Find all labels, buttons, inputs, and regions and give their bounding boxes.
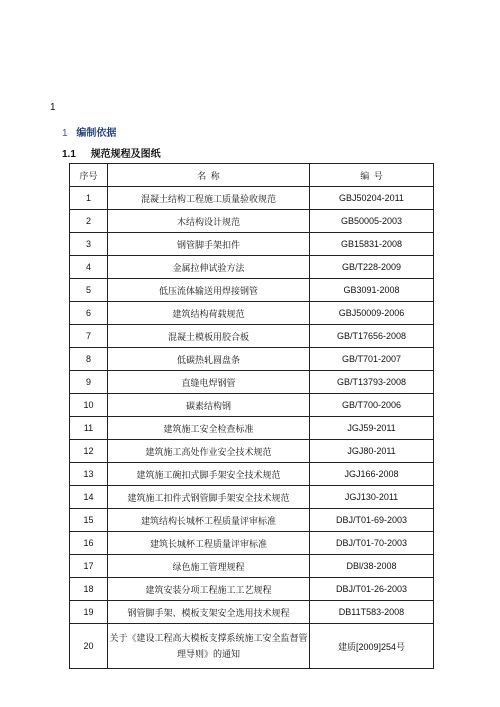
row-name: 低碳热轧圆盘条 xyxy=(108,348,310,371)
row-name: 木结构设计规范 xyxy=(108,210,310,233)
row-name: 建筑结构荷载规范 xyxy=(108,302,310,325)
table-row xyxy=(70,302,434,325)
row-code: GB/T17656-2008 xyxy=(310,325,434,348)
row-code: 建质[2009]254号 xyxy=(310,624,434,669)
row-seq: 15 xyxy=(70,509,108,532)
row-seq: 14 xyxy=(70,486,108,509)
table-row xyxy=(70,486,434,509)
row-name: 建筑结构长城杯工程质量评审标准 xyxy=(108,509,310,532)
row-code: DBl/38-2008 xyxy=(310,555,434,578)
header-code: 编 号 xyxy=(310,164,434,187)
row-seq: 12 xyxy=(70,440,108,463)
row-code: GB50005-2003 xyxy=(310,210,434,233)
table-row xyxy=(70,394,434,417)
row-name: 直缝电焊钢管 xyxy=(108,371,310,394)
row-seq: 2 xyxy=(70,210,108,233)
table-row xyxy=(70,233,434,256)
row-code: GB/T701-2007 xyxy=(310,348,434,371)
row-name: 建筑安装分项工程施工工艺规程 xyxy=(108,578,310,601)
table-row xyxy=(70,417,434,440)
row-name: 金属拉伸试验方法 xyxy=(108,256,310,279)
row-seq: 4 xyxy=(70,256,108,279)
row-code: GB3091-2008 xyxy=(310,279,434,302)
subsection-title: 规范规程及图纸 xyxy=(90,149,161,160)
table-row xyxy=(70,532,434,555)
row-seq: 10 xyxy=(70,394,108,417)
row-name: 建筑长城杯工程质量评审标准 xyxy=(108,532,310,555)
row-code: GBJ50204-2011 xyxy=(310,187,434,210)
table-row xyxy=(70,256,434,279)
table-row xyxy=(70,371,434,394)
table-header-row xyxy=(70,164,434,187)
table-row xyxy=(70,187,434,210)
row-seq: 16 xyxy=(70,532,108,555)
row-name: 关于《建设工程高大模板支撑系统施工安全监督管理导则》的通知 xyxy=(108,624,310,669)
row-seq: 11 xyxy=(70,417,108,440)
row-seq: 20 xyxy=(70,624,108,669)
row-code: GB/T228-2009 xyxy=(310,256,434,279)
table-row xyxy=(70,279,434,302)
section-title: 编制依据 xyxy=(76,128,117,139)
row-seq: 13 xyxy=(70,463,108,486)
row-code: DBJ/T01-70-2003 xyxy=(310,532,434,555)
section-number: 1 xyxy=(62,128,68,139)
table-row xyxy=(70,348,434,371)
row-name: 建筑施工碗扣式脚手架安全技术规范 xyxy=(108,463,310,486)
row-name: 建筑施工安全检查标准 xyxy=(108,417,310,440)
row-code: DBJ/T01-26-2003 xyxy=(310,578,434,601)
row-name: 碳素结构钢 xyxy=(108,394,310,417)
row-seq: 3 xyxy=(70,233,108,256)
row-name: 低压流体输送用焊接钢管 xyxy=(108,279,310,302)
row-seq: 18 xyxy=(70,578,108,601)
row-seq: 7 xyxy=(70,325,108,348)
row-seq: 1 xyxy=(70,187,108,210)
row-name: 钢管脚手架、模板支架安全选用技术规程 xyxy=(108,601,310,624)
table-row xyxy=(70,210,434,233)
table-row xyxy=(70,555,434,578)
row-name: 建筑施工高处作业安全技术规范 xyxy=(108,440,310,463)
table-row xyxy=(70,509,434,532)
standards-table xyxy=(69,163,434,669)
row-name: 建筑施工扣件式钢管脚手架安全技术规范 xyxy=(108,486,310,509)
row-name: 绿色施工管理规程 xyxy=(108,555,310,578)
subsection-heading xyxy=(62,145,161,160)
table-row xyxy=(70,578,434,601)
table-row xyxy=(70,440,434,463)
section-heading xyxy=(62,124,116,139)
row-code: GB15831-2008 xyxy=(310,233,434,256)
page-number: 1 xyxy=(50,102,56,113)
row-code: JGJ166-2008 xyxy=(310,463,434,486)
row-code: JGJ130-2011 xyxy=(310,486,434,509)
table-row xyxy=(70,601,434,624)
row-code: JGJ80-2011 xyxy=(310,440,434,463)
table-row xyxy=(70,624,434,669)
header-name: 名 称 xyxy=(108,164,310,187)
table-row xyxy=(70,463,434,486)
row-seq: 17 xyxy=(70,555,108,578)
table-row xyxy=(70,325,434,348)
row-seq: 6 xyxy=(70,302,108,325)
row-seq: 19 xyxy=(70,601,108,624)
row-name: 混凝土模板用胶合板 xyxy=(108,325,310,348)
row-code: GB/T700-2006 xyxy=(310,394,434,417)
row-code: DB11T583-2008 xyxy=(310,601,434,624)
row-seq: 5 xyxy=(70,279,108,302)
row-code: GBJ50009-2006 xyxy=(310,302,434,325)
subsection-number: 1.1 xyxy=(62,149,76,160)
header-seq: 序号 xyxy=(70,164,108,187)
row-code: GB/T13793-2008 xyxy=(310,371,434,394)
row-seq: 8 xyxy=(70,348,108,371)
row-code: JGJ59-2011 xyxy=(310,417,434,440)
row-seq: 9 xyxy=(70,371,108,394)
row-code: DBJ/T01-69-2003 xyxy=(310,509,434,532)
row-name: 混凝土结构工程施工质量验收规范 xyxy=(108,187,310,210)
row-name: 钢管脚手架扣件 xyxy=(108,233,310,256)
